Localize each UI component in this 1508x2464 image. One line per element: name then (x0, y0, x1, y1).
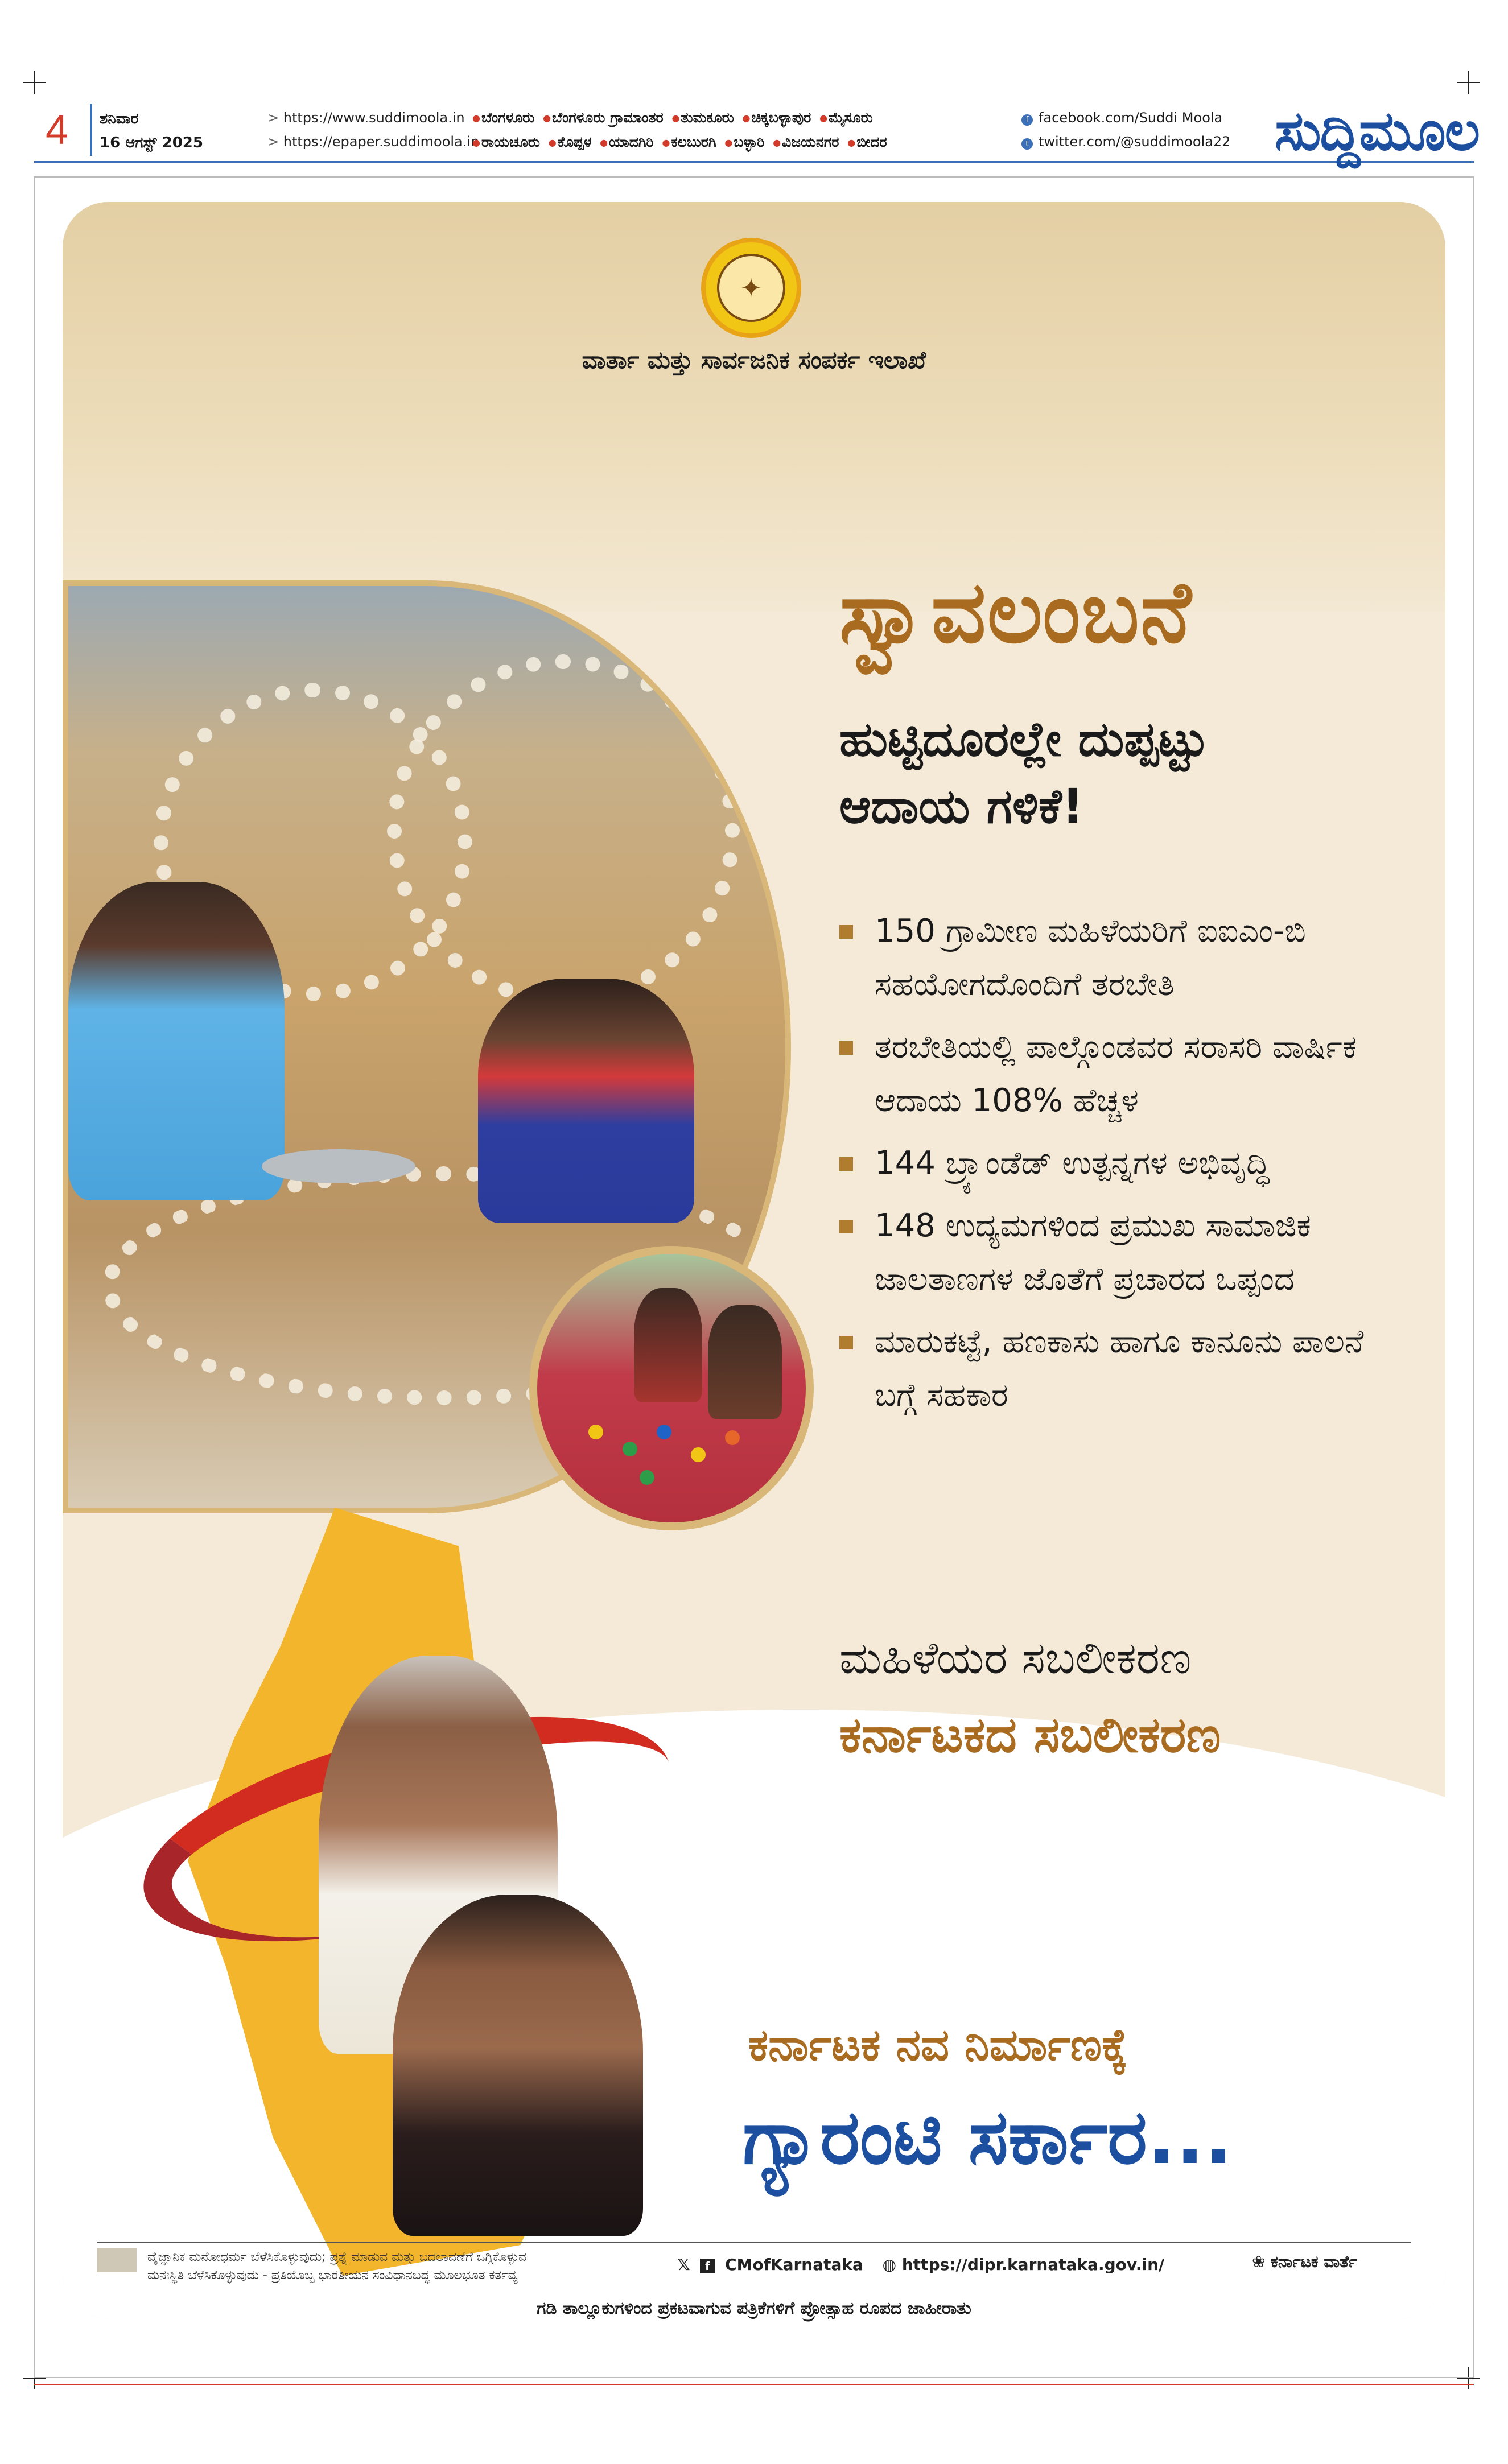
city-item: ● ತುಮಕೂರು (671, 109, 734, 126)
twitter-link[interactable]: twitter.com/@suddimoola22 (1039, 134, 1231, 150)
day-label: ಶನಿವಾರ (100, 110, 139, 127)
tagline-top: ಕರ್ನಾಟಕ ನವ ನಿರ್ಮಾಣಕ್ಕೆ (748, 2020, 1128, 2071)
bowl (262, 1149, 415, 1183)
city-item: ● ರಾಯಚೂರು (472, 134, 540, 150)
city-item: ● ಕಲಬುರಗಿ (662, 134, 716, 150)
globe-icon: ◍ (882, 2255, 897, 2274)
city-item: ● ಬೆಂಗಳೂರು (472, 109, 534, 126)
craft-item (691, 1447, 706, 1462)
bottom-rule (34, 2384, 1474, 2385)
date-label: 16 ಆಗಸ್ಟ್ 2025 (100, 134, 203, 151)
subhead-line: ಹುಟ್ಟಿದೂರಲ್ಲೇ ದುಪ್ಪಟ್ಟು (839, 711, 1209, 767)
registration-mark (1457, 71, 1480, 94)
karnataka-varthe-logo: ಕರ್ನಾಟಕ ವಾರ್ತೆ (1271, 2252, 1357, 2271)
craft-item (725, 1430, 740, 1445)
tagline-main: ಗ್ಯಾರಂಟಿ ಸರ್ಕಾರ... (743, 2094, 1233, 2181)
ad-headline: ಸ್ವಾವಲಂಬನೆ (839, 563, 1193, 662)
ad-disclaimer: ಗಡಿ ತಾಲ್ಲೂಕುಗಳಿಂದ ಪ್ರಕಟವಾಗುವ ಪತ್ರಿಕೆಗಳಿಗೆ ಪ್ರೋತ್ಸಾಹ ರೂಪದ ಜಾಹೀರಾತು (537, 2298, 971, 2318)
city-item: ● ಯಾದಗಿರಿ (600, 134, 654, 150)
women-empowerment-text: ಮಹಿಳೆಯರ ಸಬಲೀಕರಣ (839, 1633, 1192, 1684)
footer-text: ಮನಃಸ್ಥಿತಿ ಬೆಳೆಸಿಕೊಳ್ಳುವುದು - ಪ್ರತಿಯೊಬ್ಬ ಭಾರತೀಯನ ಸಂವಿಧಾನಬದ್ಧ ಮೂಲಭೂತ ಕರ್ತವ್ಯ (147, 2268, 518, 2283)
city-item: ● ಮೈಸೂರು (819, 109, 873, 126)
page-number: 4 (46, 108, 69, 153)
epaper-link[interactable]: > https://epaper.suddimoola.in (267, 134, 479, 150)
woman-figure (68, 882, 285, 1200)
cocoon-tray (387, 654, 740, 1007)
x-icon: 𝕏 (677, 2255, 690, 2274)
footer-social (677, 2256, 1164, 2274)
woman-figure (708, 1305, 782, 1419)
facebook-icon: f (700, 2259, 715, 2273)
city-editions (472, 106, 1041, 155)
city-item: ● ಬೀದರ (847, 134, 887, 150)
facebook-icon: f (1021, 114, 1033, 126)
date-block (100, 107, 203, 155)
cm-social-handle[interactable]: CMofKarnataka (725, 2255, 863, 2274)
subhead-line: ಆದಾಯ ಗಳಿಕೆ! (839, 778, 1084, 834)
deputy-chief-minister-portrait (393, 1895, 643, 2236)
twitter-icon: t (1021, 138, 1033, 150)
karnataka-emblem-icon: ✦ (701, 238, 801, 338)
masthead (34, 96, 1480, 163)
constitution-book-icon (97, 2248, 137, 2272)
newspaper-logo: ಸುದ್ದಿಮೂಲ (1275, 99, 1480, 163)
list-item: 144 ಬ್ರ್ಯಾಂಡೆಡ್ ಉತ್ಪನ್ನಗಳ ಅಭಿವೃದ್ಧಿ (839, 1137, 1408, 1190)
city-item: ● ಚಿಕ್ಕಬಳ್ಳಾಪುರ (743, 109, 811, 126)
woman-figure (634, 1288, 702, 1402)
list-item: ಮಾರುಕಟ್ಟೆ, ಹಣಕಾಸು ಹಾಗೂ ಕಾನೂನು ಪಾಲನೆ ಬಗ್ಗೆ ಸಹಕಾರ (839, 1315, 1408, 1422)
achievement-list (839, 905, 1408, 1431)
craft-item (657, 1425, 671, 1439)
city-item: ● ಬೆಂಗಳೂರು ಗ್ರಾಮಾಂತರ (543, 109, 664, 126)
city-item: ● ಬಳ್ಳಾರಿ (724, 134, 764, 150)
craft-item (623, 1442, 637, 1456)
constitution-note (97, 2248, 526, 2285)
ad-subhead (839, 705, 1208, 840)
flower-icon: ❀ (1252, 2252, 1266, 2271)
list-item: 150 ಗ್ರಾಮೀಣ ಮಹಿಳೆಯರಿಗೆ ಐಐಎಂ-ಬಿ ಸಹಯೋಗದೊಂದಿಗೆ ತರಬೇತಿ (839, 905, 1408, 1012)
craft-item (640, 1470, 654, 1485)
karnataka-empowerment-text: ಕರ್ನಾಟಕದ ಸಬಲೀಕರಣ (839, 1707, 1221, 1764)
city-item: ● ವಿಜಯನಗರ (773, 134, 839, 150)
woman-figure (478, 979, 694, 1223)
list-item: 148 ಉದ್ಯಮಗಳಿಂದ ಪ್ರಮುಖ ಸಾಮಾಜಿಕ ಜಾಲತಾಣಗಳ ಜೊತೆಗೆ ಪ್ರಚಾರದ ಒಪ್ಪಂದ (839, 1199, 1408, 1306)
website-link[interactable]: > https://www.suddimoola.in (267, 110, 465, 126)
city-item: ● ಕೊಪ್ಪಳ (549, 134, 592, 150)
footer-text: ವೈಜ್ಞಾನಿಕ ಮನೋಧರ್ಮ ಬೆಳೆಸಿಕೊಳ್ಳುವುದು; ಪ್ರಶ್ನೆ ಮಾಡುವ ಮತ್ತು ಬದಲಾವಣೆಗೆ ಒಗ್ಗಿಕೊಳ್ಳುವ (147, 2250, 527, 2264)
website-links (267, 106, 479, 154)
divider (90, 104, 92, 156)
registration-mark (23, 71, 46, 94)
list-item: ತರಬೇತಿಯಲ್ಲಿ ಪಾಲ್ಗೊಂಡವರ ಸರಾಸರಿ ವಾರ್ಷಿಕ ಆದಾಯ 108% ಹೆಚ್ಚಳ (839, 1021, 1408, 1128)
craft-item (588, 1425, 603, 1439)
facebook-link[interactable]: facebook.com/Suddi Moola (1039, 110, 1223, 126)
dipr-website-link[interactable]: https://dipr.karnataka.gov.in/ (901, 2255, 1165, 2274)
social-links (1021, 106, 1230, 154)
department-name: ವಾರ್ತಾ ಮತ್ತು ಸಾರ್ವಜನಿಕ ಸಂಪರ್ಕ ಇಲಾಖೆ (582, 346, 926, 374)
footer-brand (1252, 2253, 1357, 2271)
footer-divider (97, 2242, 1411, 2243)
women-group-photo (529, 1246, 814, 1530)
